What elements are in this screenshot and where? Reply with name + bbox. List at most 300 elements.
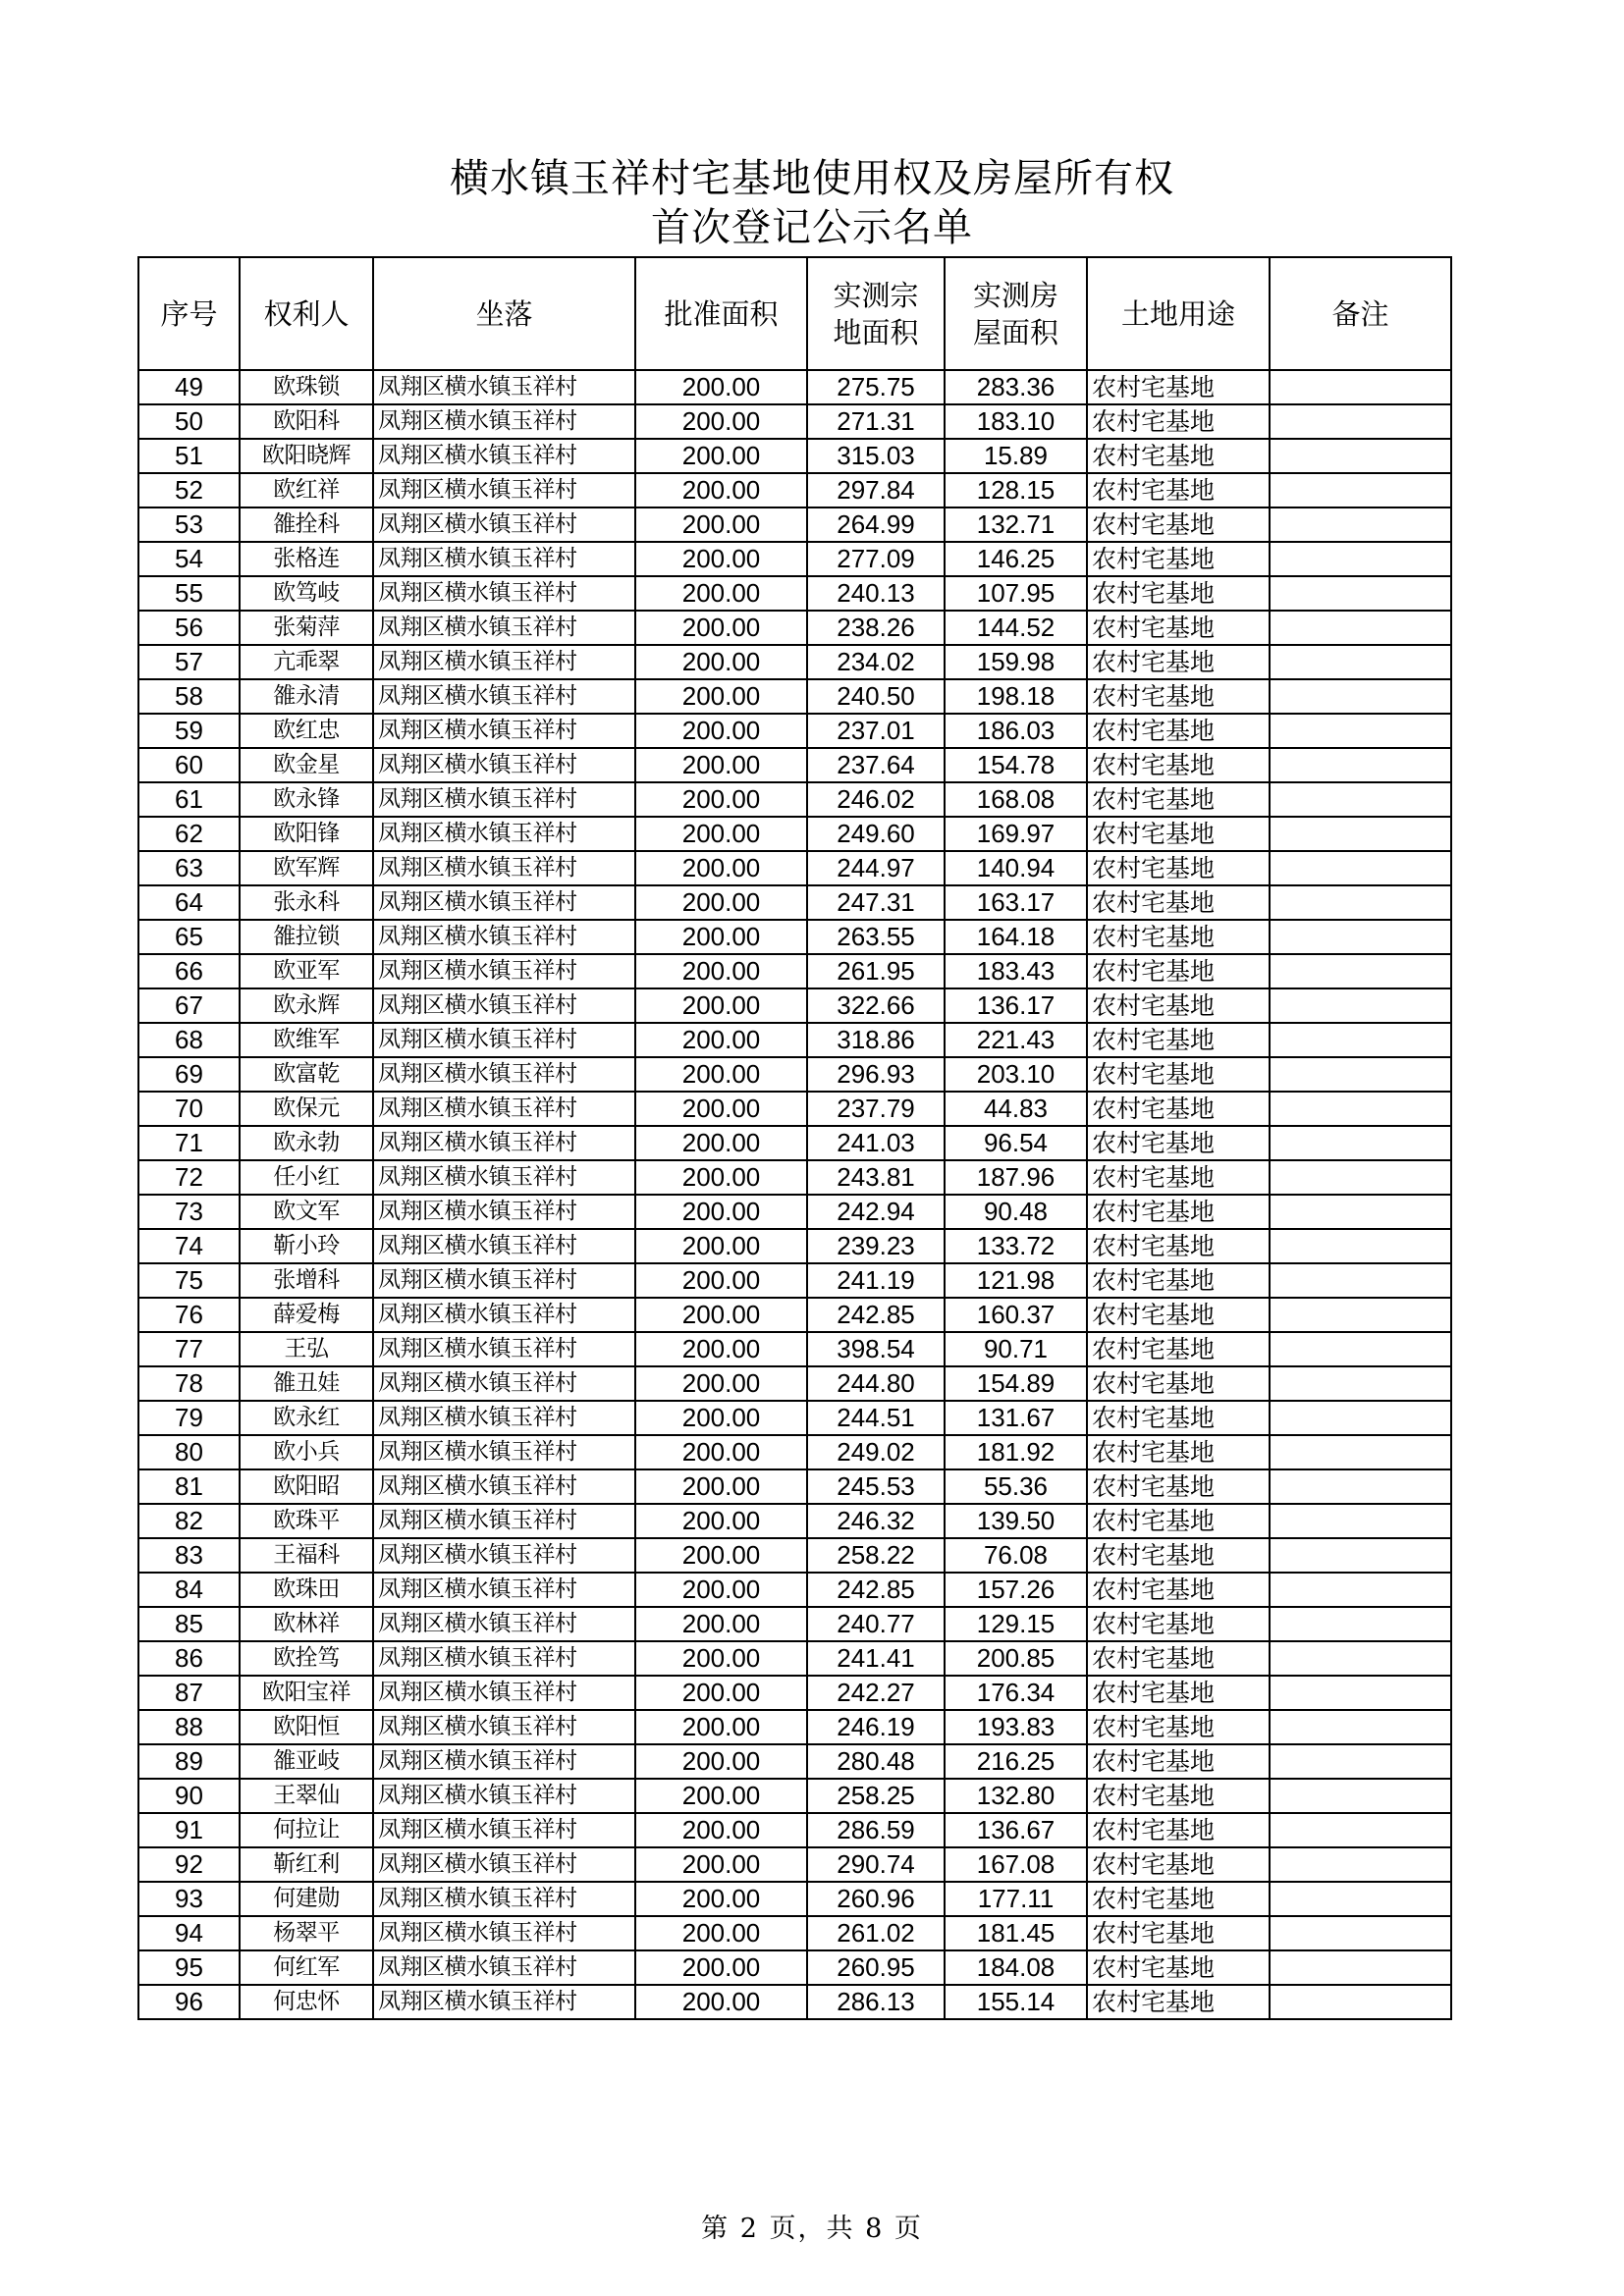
cell-approved-area: 200.00	[635, 1092, 807, 1126]
cell-approved-area: 200.00	[635, 679, 807, 714]
cell-remarks	[1270, 851, 1451, 885]
cell-location: 凤翔区横水镇玉祥村	[373, 1057, 635, 1092]
cell-seq: 60	[138, 748, 240, 782]
cell-seq: 75	[138, 1263, 240, 1298]
cell-land-use: 农村宅基地	[1087, 1744, 1270, 1779]
cell-location: 凤翔区横水镇玉祥村	[373, 1950, 635, 1985]
cell-measured-land-area: 242.85	[807, 1298, 945, 1332]
cell-location: 凤翔区横水镇玉祥村	[373, 1573, 635, 1607]
cell-owner: 杨翠平	[240, 1916, 373, 1950]
cell-location: 凤翔区横水镇玉祥村	[373, 1779, 635, 1813]
cell-location: 凤翔区横水镇玉祥村	[373, 370, 635, 404]
cell-measured-house-area: 136.67	[945, 1813, 1087, 1847]
cell-land-use: 农村宅基地	[1087, 1607, 1270, 1641]
cell-measured-house-area: 181.45	[945, 1916, 1087, 1950]
cell-remarks	[1270, 473, 1451, 507]
cell-approved-area: 200.00	[635, 1950, 807, 1985]
cell-land-use: 农村宅基地	[1087, 1813, 1270, 1847]
table-row	[138, 1847, 1451, 1882]
table-row	[138, 1366, 1451, 1401]
cell-land-use: 农村宅基地	[1087, 1573, 1270, 1607]
cell-approved-area: 200.00	[635, 370, 807, 404]
cell-approved-area: 200.00	[635, 645, 807, 679]
cell-remarks	[1270, 370, 1451, 404]
cell-measured-house-area: 96.54	[945, 1126, 1087, 1160]
header-owner: 权利人	[240, 257, 373, 370]
cell-location: 凤翔区横水镇玉祥村	[373, 920, 635, 954]
cell-location: 凤翔区横水镇玉祥村	[373, 611, 635, 645]
table-row	[138, 542, 1451, 576]
header-measured-land-line1: 实测宗	[833, 278, 919, 312]
table-row	[138, 1195, 1451, 1229]
cell-measured-land-area: 322.66	[807, 988, 945, 1023]
cell-measured-land-area: 263.55	[807, 920, 945, 954]
cell-measured-house-area: 164.18	[945, 920, 1087, 954]
cell-seq: 59	[138, 714, 240, 748]
cell-land-use: 农村宅基地	[1087, 1538, 1270, 1573]
cell-measured-house-area: 129.15	[945, 1607, 1087, 1641]
cell-seq: 88	[138, 1710, 240, 1744]
cell-seq: 96	[138, 1985, 240, 2019]
cell-owner: 欧珠平	[240, 1504, 373, 1538]
cell-seq: 65	[138, 920, 240, 954]
cell-measured-land-area: 398.54	[807, 1332, 945, 1366]
cell-location: 凤翔区横水镇玉祥村	[373, 1916, 635, 1950]
cell-remarks	[1270, 1298, 1451, 1332]
cell-approved-area: 200.00	[635, 611, 807, 645]
cell-approved-area: 200.00	[635, 1676, 807, 1710]
cell-measured-house-area: 136.17	[945, 988, 1087, 1023]
cell-land-use: 农村宅基地	[1087, 1504, 1270, 1538]
cell-remarks	[1270, 1710, 1451, 1744]
cell-measured-land-area: 286.59	[807, 1813, 945, 1847]
cell-land-use: 农村宅基地	[1087, 1641, 1270, 1676]
cell-land-use: 农村宅基地	[1087, 1160, 1270, 1195]
cell-land-use: 农村宅基地	[1087, 1195, 1270, 1229]
cell-remarks	[1270, 1469, 1451, 1504]
cell-measured-land-area: 240.77	[807, 1607, 945, 1641]
cell-measured-land-area: 241.19	[807, 1263, 945, 1298]
cell-measured-land-area: 241.03	[807, 1126, 945, 1160]
cell-approved-area: 200.00	[635, 851, 807, 885]
cell-remarks	[1270, 885, 1451, 920]
cell-seq: 54	[138, 542, 240, 576]
cell-approved-area: 200.00	[635, 1710, 807, 1744]
cell-seq: 90	[138, 1779, 240, 1813]
cell-land-use: 农村宅基地	[1087, 714, 1270, 748]
cell-location: 凤翔区横水镇玉祥村	[373, 1023, 635, 1057]
cell-measured-land-area: 242.27	[807, 1676, 945, 1710]
cell-seq: 52	[138, 473, 240, 507]
cell-land-use: 农村宅基地	[1087, 542, 1270, 576]
registration-table	[137, 256, 1452, 2020]
cell-approved-area: 200.00	[635, 1744, 807, 1779]
cell-measured-house-area: 283.36	[945, 370, 1087, 404]
cell-measured-land-area: 297.84	[807, 473, 945, 507]
cell-seq: 49	[138, 370, 240, 404]
cell-measured-land-area: 296.93	[807, 1057, 945, 1092]
cell-approved-area: 200.00	[635, 576, 807, 611]
cell-land-use: 农村宅基地	[1087, 1401, 1270, 1435]
cell-measured-house-area: 131.67	[945, 1401, 1087, 1435]
cell-owner: 何忠怀	[240, 1985, 373, 2019]
cell-remarks	[1270, 1882, 1451, 1916]
cell-location: 凤翔区横水镇玉祥村	[373, 1469, 635, 1504]
cell-location: 凤翔区横水镇玉祥村	[373, 1882, 635, 1916]
table-row	[138, 1744, 1451, 1779]
cell-measured-house-area: 90.71	[945, 1332, 1087, 1366]
cell-land-use: 农村宅基地	[1087, 679, 1270, 714]
cell-approved-area: 200.00	[635, 988, 807, 1023]
cell-approved-area: 200.00	[635, 1023, 807, 1057]
table-row	[138, 954, 1451, 988]
table-row	[138, 1092, 1451, 1126]
cell-approved-area: 200.00	[635, 782, 807, 817]
cell-land-use: 农村宅基地	[1087, 507, 1270, 542]
header-measured-house-area	[945, 257, 1087, 370]
cell-measured-land-area: 247.31	[807, 885, 945, 920]
cell-measured-land-area: 258.22	[807, 1538, 945, 1573]
cell-measured-land-area: 249.02	[807, 1435, 945, 1469]
document-title: 横水镇玉祥村宅基地使用权及房屋所有权	[450, 156, 1174, 201]
cell-measured-house-area: 154.89	[945, 1366, 1087, 1401]
page-number: 第 2 页，共 8 页	[701, 2214, 923, 2244]
document-subtitle: 首次登记公示名单	[651, 205, 973, 250]
cell-measured-house-area: 121.98	[945, 1263, 1087, 1298]
cell-land-use: 农村宅基地	[1087, 404, 1270, 439]
cell-remarks	[1270, 1985, 1451, 2019]
table-row	[138, 679, 1451, 714]
cell-land-use: 农村宅基地	[1087, 1229, 1270, 1263]
cell-location: 凤翔区横水镇玉祥村	[373, 817, 635, 851]
cell-remarks	[1270, 1779, 1451, 1813]
cell-remarks	[1270, 1916, 1451, 1950]
cell-measured-house-area: 168.08	[945, 782, 1087, 817]
cell-remarks	[1270, 1366, 1451, 1401]
cell-owner: 雒永清	[240, 679, 373, 714]
cell-owner: 靳小玲	[240, 1229, 373, 1263]
cell-land-use: 农村宅基地	[1087, 851, 1270, 885]
cell-seq: 70	[138, 1092, 240, 1126]
cell-land-use: 农村宅基地	[1087, 782, 1270, 817]
cell-seq: 72	[138, 1160, 240, 1195]
cell-land-use: 农村宅基地	[1087, 920, 1270, 954]
cell-approved-area: 200.00	[635, 1573, 807, 1607]
cell-location: 凤翔区横水镇玉祥村	[373, 1813, 635, 1847]
cell-land-use: 农村宅基地	[1087, 1298, 1270, 1332]
cell-measured-house-area: 107.95	[945, 576, 1087, 611]
header-seq: 序号	[138, 257, 240, 370]
cell-approved-area: 200.00	[635, 1229, 807, 1263]
cell-seq: 85	[138, 1607, 240, 1641]
cell-measured-land-area: 240.13	[807, 576, 945, 611]
cell-approved-area: 200.00	[635, 1847, 807, 1882]
header-measured-land-line2: 地面积	[833, 315, 919, 349]
cell-approved-area: 200.00	[635, 1298, 807, 1332]
cell-remarks	[1270, 1744, 1451, 1779]
cell-approved-area: 200.00	[635, 1641, 807, 1676]
cell-location: 凤翔区横水镇玉祥村	[373, 1366, 635, 1401]
cell-measured-land-area: 246.19	[807, 1710, 945, 1744]
cell-location: 凤翔区横水镇玉祥村	[373, 473, 635, 507]
cell-land-use: 农村宅基地	[1087, 1126, 1270, 1160]
cell-land-use: 农村宅基地	[1087, 576, 1270, 611]
cell-measured-house-area: 144.52	[945, 611, 1087, 645]
table-row	[138, 1950, 1451, 1985]
cell-approved-area: 200.00	[635, 1469, 807, 1504]
cell-measured-house-area: 177.11	[945, 1882, 1087, 1916]
cell-approved-area: 200.00	[635, 1504, 807, 1538]
cell-location: 凤翔区横水镇玉祥村	[373, 679, 635, 714]
cell-remarks	[1270, 1950, 1451, 1985]
cell-measured-house-area: 146.25	[945, 542, 1087, 576]
cell-measured-house-area: 200.85	[945, 1641, 1087, 1676]
cell-location: 凤翔区横水镇玉祥村	[373, 404, 635, 439]
cell-measured-house-area: 216.25	[945, 1744, 1087, 1779]
cell-measured-house-area: 132.71	[945, 507, 1087, 542]
cell-land-use: 农村宅基地	[1087, 954, 1270, 988]
cell-owner: 欧富乾	[240, 1057, 373, 1092]
cell-measured-house-area: 163.17	[945, 885, 1087, 920]
table-row	[138, 1160, 1451, 1195]
cell-land-use: 农村宅基地	[1087, 1779, 1270, 1813]
cell-seq: 84	[138, 1573, 240, 1607]
cell-remarks	[1270, 1332, 1451, 1366]
table-row	[138, 1057, 1451, 1092]
cell-seq: 64	[138, 885, 240, 920]
cell-seq: 58	[138, 679, 240, 714]
cell-location: 凤翔区横水镇玉祥村	[373, 1676, 635, 1710]
cell-seq: 79	[138, 1401, 240, 1435]
cell-remarks	[1270, 782, 1451, 817]
cell-measured-house-area: 154.78	[945, 748, 1087, 782]
cell-measured-house-area: 128.15	[945, 473, 1087, 507]
header-measured-land-area	[807, 257, 945, 370]
cell-location: 凤翔区横水镇玉祥村	[373, 1401, 635, 1435]
cell-location: 凤翔区横水镇玉祥村	[373, 1504, 635, 1538]
cell-location: 凤翔区横水镇玉祥村	[373, 1607, 635, 1641]
cell-approved-area: 200.00	[635, 1779, 807, 1813]
cell-measured-land-area: 244.97	[807, 851, 945, 885]
cell-measured-land-area: 237.79	[807, 1092, 945, 1126]
cell-measured-land-area: 237.01	[807, 714, 945, 748]
cell-owner: 欧永勃	[240, 1126, 373, 1160]
cell-location: 凤翔区横水镇玉祥村	[373, 1332, 635, 1366]
cell-seq: 89	[138, 1744, 240, 1779]
table-row	[138, 576, 1451, 611]
cell-measured-land-area: 249.60	[807, 817, 945, 851]
cell-land-use: 农村宅基地	[1087, 1882, 1270, 1916]
cell-measured-land-area: 260.96	[807, 1882, 945, 1916]
cell-seq: 61	[138, 782, 240, 817]
header-approved-area: 批准面积	[635, 257, 807, 370]
cell-owner: 欧红祥	[240, 473, 373, 507]
cell-measured-house-area: 187.96	[945, 1160, 1087, 1195]
cell-owner: 欧阳昭	[240, 1469, 373, 1504]
cell-approved-area: 200.00	[635, 1813, 807, 1847]
cell-measured-land-area: 280.48	[807, 1744, 945, 1779]
cell-owner: 欧阳锋	[240, 817, 373, 851]
cell-remarks	[1270, 1092, 1451, 1126]
cell-seq: 91	[138, 1813, 240, 1847]
cell-remarks	[1270, 1401, 1451, 1435]
cell-location: 凤翔区横水镇玉祥村	[373, 1092, 635, 1126]
cell-approved-area: 200.00	[635, 1160, 807, 1195]
cell-measured-land-area: 242.94	[807, 1195, 945, 1229]
cell-remarks	[1270, 1573, 1451, 1607]
table-row	[138, 1813, 1451, 1847]
cell-measured-land-area: 261.95	[807, 954, 945, 988]
header-measured-house-line2: 屋面积	[972, 315, 1058, 349]
cell-land-use: 农村宅基地	[1087, 988, 1270, 1023]
cell-measured-land-area: 286.13	[807, 1985, 945, 2019]
cell-approved-area: 200.00	[635, 1332, 807, 1366]
cell-owner: 张增科	[240, 1263, 373, 1298]
cell-measured-land-area: 258.25	[807, 1779, 945, 1813]
cell-approved-area: 200.00	[635, 473, 807, 507]
cell-measured-house-area: 155.14	[945, 1985, 1087, 2019]
cell-approved-area: 200.00	[635, 1435, 807, 1469]
cell-measured-house-area: 183.43	[945, 954, 1087, 988]
table-row	[138, 439, 1451, 473]
cell-location: 凤翔区横水镇玉祥村	[373, 782, 635, 817]
cell-remarks	[1270, 679, 1451, 714]
cell-measured-land-area: 241.41	[807, 1641, 945, 1676]
header-row	[138, 257, 1451, 370]
cell-seq: 71	[138, 1126, 240, 1160]
cell-location: 凤翔区横水镇玉祥村	[373, 1229, 635, 1263]
cell-seq: 63	[138, 851, 240, 885]
cell-approved-area: 200.00	[635, 542, 807, 576]
cell-measured-house-area: 157.26	[945, 1573, 1087, 1607]
cell-land-use: 农村宅基地	[1087, 1263, 1270, 1298]
cell-owner: 欧阳科	[240, 404, 373, 439]
cell-location: 凤翔区横水镇玉祥村	[373, 645, 635, 679]
cell-measured-land-area: 243.81	[807, 1160, 945, 1195]
cell-owner: 欧保元	[240, 1092, 373, 1126]
table-row	[138, 1023, 1451, 1057]
cell-remarks	[1270, 1641, 1451, 1676]
cell-location: 凤翔区横水镇玉祥村	[373, 439, 635, 473]
cell-remarks	[1270, 1057, 1451, 1092]
cell-approved-area: 200.00	[635, 1607, 807, 1641]
cell-approved-area: 200.00	[635, 507, 807, 542]
table-row	[138, 1229, 1451, 1263]
cell-approved-area: 200.00	[635, 817, 807, 851]
cell-owner: 欧红忠	[240, 714, 373, 748]
cell-location: 凤翔区横水镇玉祥村	[373, 1160, 635, 1195]
cell-location: 凤翔区横水镇玉祥村	[373, 1744, 635, 1779]
table-row	[138, 714, 1451, 748]
header-remarks: 备注	[1270, 257, 1451, 370]
cell-owner: 王福科	[240, 1538, 373, 1573]
cell-owner: 欧维军	[240, 1023, 373, 1057]
cell-measured-land-area: 318.86	[807, 1023, 945, 1057]
cell-seq: 92	[138, 1847, 240, 1882]
cell-measured-land-area: 234.02	[807, 645, 945, 679]
cell-measured-land-area: 315.03	[807, 439, 945, 473]
cell-approved-area: 200.00	[635, 1916, 807, 1950]
cell-measured-land-area: 271.31	[807, 404, 945, 439]
cell-owner: 何拉让	[240, 1813, 373, 1847]
cell-owner: 亢乖翠	[240, 645, 373, 679]
cell-location: 凤翔区横水镇玉祥村	[373, 1985, 635, 2019]
cell-seq: 82	[138, 1504, 240, 1538]
cell-seq: 67	[138, 988, 240, 1023]
table-row	[138, 1538, 1451, 1573]
table-row	[138, 1504, 1451, 1538]
cell-approved-area: 200.00	[635, 1057, 807, 1092]
cell-location: 凤翔区横水镇玉祥村	[373, 748, 635, 782]
cell-measured-house-area: 160.37	[945, 1298, 1087, 1332]
cell-owner: 雒丑娃	[240, 1366, 373, 1401]
cell-land-use: 农村宅基地	[1087, 1366, 1270, 1401]
cell-seq: 86	[138, 1641, 240, 1676]
cell-owner: 任小红	[240, 1160, 373, 1195]
table-row	[138, 988, 1451, 1023]
cell-owner: 雒亚岐	[240, 1744, 373, 1779]
cell-approved-area: 200.00	[635, 1401, 807, 1435]
cell-remarks	[1270, 1435, 1451, 1469]
cell-owner: 欧永锋	[240, 782, 373, 817]
cell-seq: 66	[138, 954, 240, 988]
cell-owner: 张菊萍	[240, 611, 373, 645]
cell-measured-house-area: 169.97	[945, 817, 1087, 851]
cell-owner: 雒拴科	[240, 507, 373, 542]
cell-remarks	[1270, 1813, 1451, 1847]
cell-remarks	[1270, 1847, 1451, 1882]
cell-measured-house-area: 181.92	[945, 1435, 1087, 1469]
table-row	[138, 1298, 1451, 1332]
cell-seq: 76	[138, 1298, 240, 1332]
cell-approved-area: 200.00	[635, 404, 807, 439]
cell-seq: 73	[138, 1195, 240, 1229]
cell-owner: 欧珠锁	[240, 370, 373, 404]
cell-remarks	[1270, 1023, 1451, 1057]
cell-remarks	[1270, 542, 1451, 576]
table-row	[138, 748, 1451, 782]
cell-remarks	[1270, 1126, 1451, 1160]
table-row	[138, 782, 1451, 817]
cell-measured-land-area: 264.99	[807, 507, 945, 542]
cell-owner: 张格连	[240, 542, 373, 576]
table-row	[138, 885, 1451, 920]
cell-seq: 74	[138, 1229, 240, 1263]
cell-seq: 62	[138, 817, 240, 851]
cell-measured-house-area: 159.98	[945, 645, 1087, 679]
cell-land-use: 农村宅基地	[1087, 370, 1270, 404]
cell-land-use: 农村宅基地	[1087, 1332, 1270, 1366]
cell-land-use: 农村宅基地	[1087, 748, 1270, 782]
cell-seq: 56	[138, 611, 240, 645]
cell-seq: 93	[138, 1882, 240, 1916]
cell-remarks	[1270, 507, 1451, 542]
cell-measured-land-area: 261.02	[807, 1916, 945, 1950]
table-body	[138, 370, 1451, 2019]
cell-land-use: 农村宅基地	[1087, 611, 1270, 645]
table-row	[138, 1710, 1451, 1744]
cell-location: 凤翔区横水镇玉祥村	[373, 885, 635, 920]
cell-approved-area: 200.00	[635, 954, 807, 988]
cell-approved-area: 200.00	[635, 1882, 807, 1916]
cell-remarks	[1270, 1263, 1451, 1298]
cell-measured-land-area: 277.09	[807, 542, 945, 576]
cell-measured-house-area: 44.83	[945, 1092, 1087, 1126]
cell-location: 凤翔区横水镇玉祥村	[373, 1847, 635, 1882]
cell-measured-land-area: 246.32	[807, 1504, 945, 1538]
cell-measured-house-area: 15.89	[945, 439, 1087, 473]
cell-approved-area: 200.00	[635, 885, 807, 920]
